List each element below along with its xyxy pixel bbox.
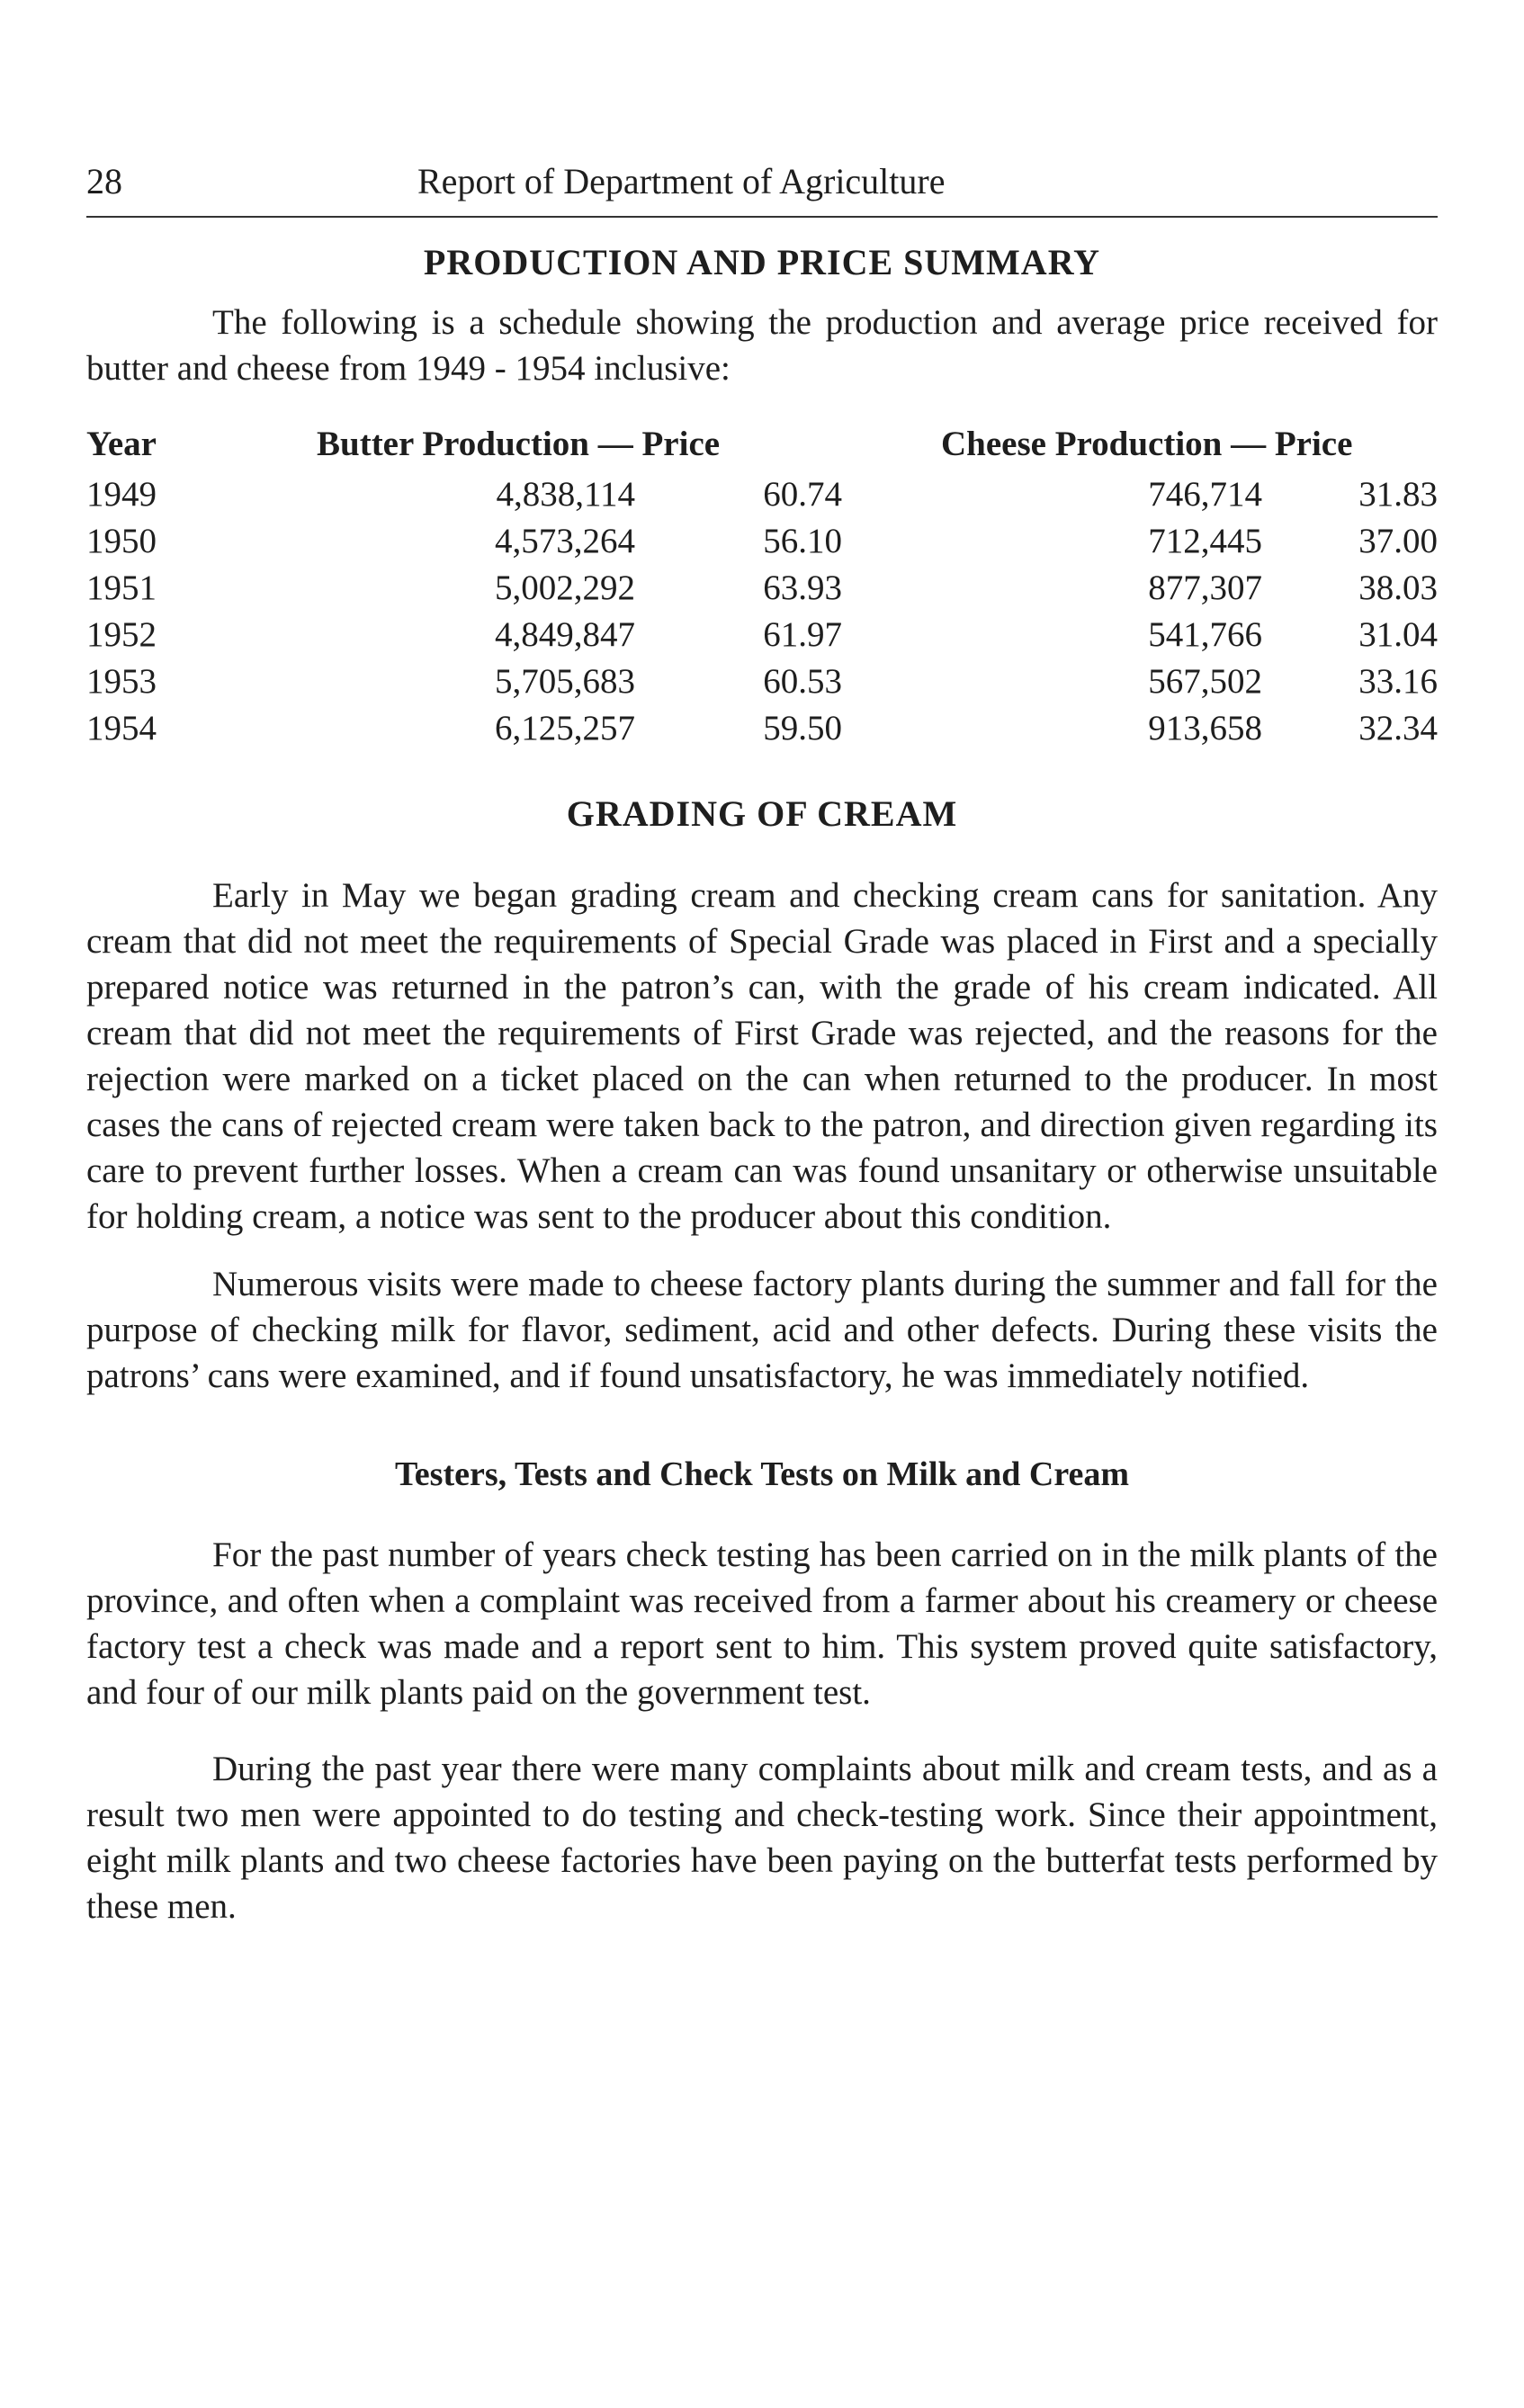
butter-price-cell: 59.50 [763, 709, 842, 747]
butter-price-cell: 60.53 [763, 662, 842, 701]
cheese-price-cell: 37.00 [1358, 522, 1438, 560]
year-cell: 1949 [86, 475, 157, 514]
col-cheese-header: Cheese Production — Price [941, 425, 1353, 463]
year-cell: 1954 [86, 709, 157, 747]
cheese-price-cell: 38.03 [1358, 568, 1438, 607]
cheese-price-cell: 32.34 [1358, 709, 1438, 747]
butter-price-cell: 60.74 [763, 475, 842, 514]
running-title: Report of Department of Agriculture [417, 161, 946, 201]
testers-paragraph: During the past year there were many complaints about milk and cream tests, and as a result two men were appointed to do testing and check-testing work. Since their appointment, eight milk plants and two cheese factories have been paying on the butterfat tests performed by these men. [86, 1750, 1438, 1926]
cheese-production-cell: 567,502 [1148, 662, 1262, 701]
table-row [86, 474, 1438, 521]
butter-production-cell: 4,838,114 [496, 475, 635, 514]
cheese-production-cell: 541,766 [1148, 615, 1262, 654]
butter-production-cell: 5,002,292 [495, 568, 635, 607]
testers-paragraph: For the past number of years check testing has been carried on in the milk plants of the province, and often when a complaint was received from a farmer about his creamery or cheese factory test a check was made and a report sent to him. This system proved quite satisfactory, and four of our milk plants paid on the government test. [86, 1535, 1438, 1712]
butter-production-cell: 5,705,683 [495, 662, 635, 701]
grading-heading: GRADING OF CREAM [566, 793, 958, 834]
cheese-price-cell: 33.16 [1358, 662, 1438, 701]
table-row [86, 661, 1438, 708]
table-row [86, 708, 1438, 755]
summary-section [86, 241, 1438, 755]
butter-price-cell: 63.93 [763, 568, 842, 607]
butter-production-cell: 6,125,257 [495, 709, 635, 747]
table-row [86, 614, 1438, 661]
table-row [86, 521, 1438, 568]
grading-section [86, 792, 1438, 1399]
table-header-row [86, 424, 1438, 474]
cheese-production-cell: 877,307 [1148, 568, 1262, 607]
cheese-price-cell: 31.83 [1358, 475, 1438, 514]
year-cell: 1950 [86, 522, 157, 560]
butter-price-cell: 61.97 [763, 615, 842, 654]
page-number: 28 [86, 161, 122, 201]
table-row [86, 568, 1438, 614]
document-page [86, 153, 1438, 1955]
grading-paragraph: Early in May we began grading cream and checking cream cans for sanitation. Any cream that did not meet the requirements of Special Grade was placed in First and a specially prepared notice was returned in the patron’s can, with the grade of his cream indicated. All cream that did not meet the requirements of First Grade was rejected, and the reasons for the rejection were marked on a ticket placed on the can when returned to the producer. In most cases the cans of rejected cream were taken back to the patron, and direction given regarding its care to prevent further losses. When a cream can was found unsanitary or otherwise unsuitable for holding cream, a notice was sent to the producer about this condition. [86, 876, 1438, 1236]
butter-production-cell: 4,573,264 [495, 522, 635, 560]
year-cell: 1951 [86, 568, 157, 607]
summary-intro: The following is a schedule showing the production and average price received for butter and cheese from 1949 - 1954 inclusive: [86, 303, 1438, 388]
year-cell: 1953 [86, 662, 157, 701]
testers-section [86, 1455, 1438, 1929]
col-year-header: Year [86, 425, 157, 463]
butter-price-cell: 56.10 [763, 522, 842, 560]
year-cell: 1952 [86, 615, 157, 654]
butter-production-cell: 4,849,847 [495, 615, 635, 654]
cheese-production-cell: 712,445 [1148, 522, 1262, 560]
cheese-production-cell: 913,658 [1148, 709, 1262, 747]
production-price-table [86, 424, 1438, 755]
summary-heading: PRODUCTION AND PRICE SUMMARY [423, 242, 1101, 282]
running-head [86, 153, 1438, 207]
testers-heading: Testers, Tests and Check Tests on Milk and Cream [394, 1455, 1130, 1493]
cheese-production-cell: 746,714 [1148, 475, 1262, 514]
grading-paragraph: Numerous visits were made to cheese factory plants during the summer and fall for the purpose of checking milk for flavor, sediment, acid and other defects. During these visits the patrons’ cans were examined, and if found unsatisfactory, he was immediately notified. [86, 1265, 1438, 1395]
header-rule [86, 216, 1438, 218]
col-butter-header: Butter Production — Price [317, 425, 721, 463]
cheese-price-cell: 31.04 [1358, 615, 1438, 654]
